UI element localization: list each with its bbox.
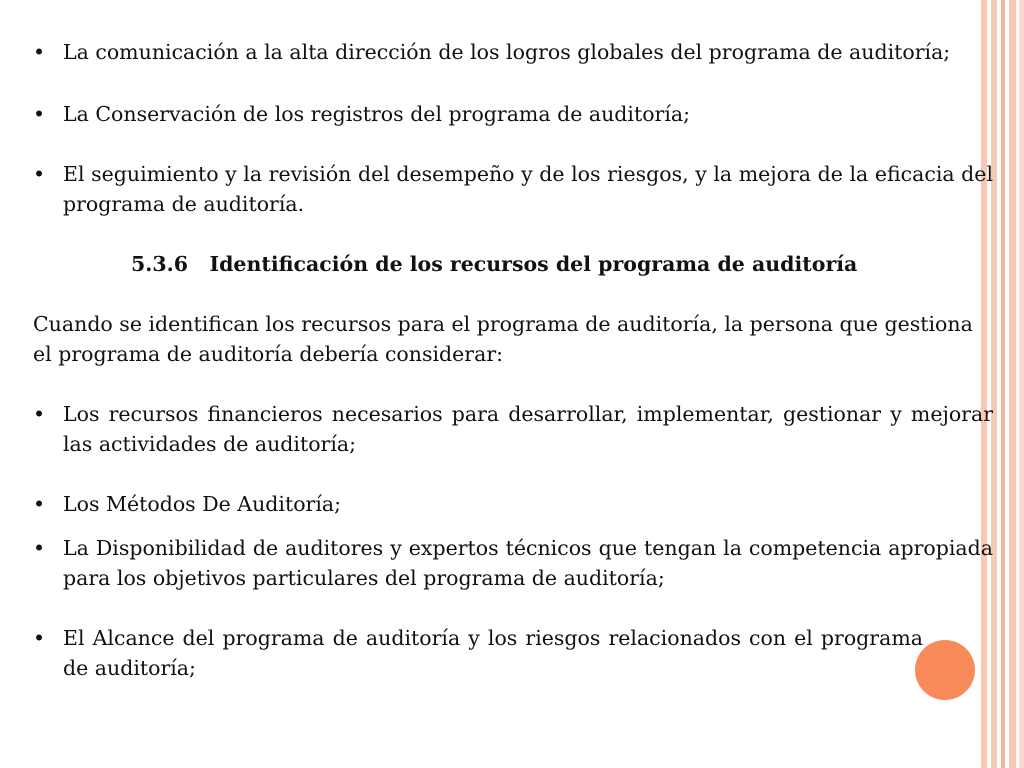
- bullet-item: [33, 159, 993, 219]
- bullet-dot: •: [33, 40, 46, 64]
- bullet-text: El seguimiento y la revisión del desempeño y de los riesgos, y la mejora de la eficacia del programa de auditoría.: [63, 162, 993, 216]
- stripe: [1019, 0, 1024, 768]
- bullet-item: [33, 99, 993, 129]
- slide-content: [33, 37, 993, 683]
- bullet-item: [33, 37, 993, 67]
- bullet-text: La Disponibilidad de auditores y expertos técnicos que tengan la competencia apropiada para los objetivos particulares del programa de auditoría;: [63, 536, 993, 590]
- bullet-dot: •: [33, 536, 46, 560]
- bullet-text: La comunicación a la alta dirección de los logros globales del programa de auditoría;: [63, 40, 951, 64]
- bullet-dot: •: [33, 492, 46, 516]
- bullet-item: [33, 533, 993, 593]
- bullet-text: Los Métodos De Auditoría;: [63, 492, 342, 516]
- intro-paragraph: Cuando se identifican los recursos para el programa de auditoría, la persona que gestiona el programa de auditoría debería considerar:: [33, 312, 973, 366]
- bullet-text: El Alcance del programa de auditoría y los riesgos relacionados con el programa de auditoría;: [63, 626, 923, 680]
- bullet-item: [33, 399, 993, 459]
- bullet-dot: •: [33, 626, 46, 650]
- bullet-dot: •: [33, 402, 46, 426]
- stripe: [1009, 0, 1016, 768]
- bullet-dot: •: [33, 102, 46, 126]
- bullet-item: [33, 489, 993, 519]
- bullet-text: Los recursos financieros necesarios para desarrollar, implementar, gestionar y mejorar las actividades de auditoría;: [63, 402, 993, 456]
- bullet-item: [33, 623, 923, 683]
- section-heading: 5.3.6 Identificación de los recursos del programa de auditoría: [131, 252, 858, 276]
- bullet-text: La Conservación de los registros del programa de auditoría;: [63, 102, 691, 126]
- stripe: [1001, 0, 1005, 768]
- bullet-dot: •: [33, 162, 46, 186]
